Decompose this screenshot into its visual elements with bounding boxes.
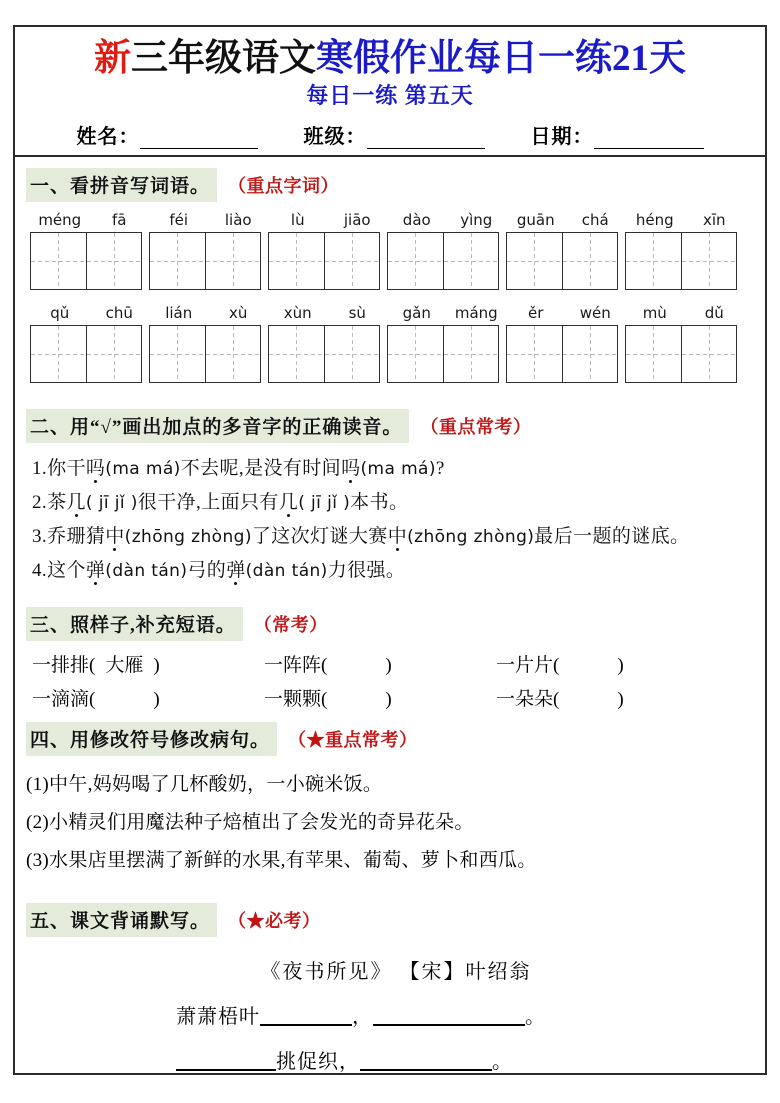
phrase-grid xyxy=(32,650,756,711)
section-three-note: （常考） xyxy=(253,615,328,635)
tianzige-cell[interactable] xyxy=(681,326,736,382)
tianzige-pair[interactable] xyxy=(506,232,618,290)
tianzige-cell[interactable] xyxy=(269,233,324,289)
pinyin-label: guān xyxy=(516,211,555,229)
pinyin-label: máng xyxy=(454,304,498,322)
sentence-item[interactable]: (2)小精灵们用魔法种子焙植出了会发光的奇异花朵。 xyxy=(26,812,474,833)
tianzige-cell[interactable] xyxy=(388,233,443,289)
tianzige-pair[interactable] xyxy=(30,232,142,290)
phrase-item[interactable] xyxy=(264,684,496,711)
name-label: 姓名： xyxy=(76,126,140,148)
tianzige-cell[interactable] xyxy=(507,233,562,289)
class-label: 班级： xyxy=(303,126,367,148)
tianzige-cell[interactable] xyxy=(150,326,205,382)
section-five xyxy=(26,903,756,1074)
pinyin-options[interactable]: ( jī jǐ ) xyxy=(85,493,138,513)
item-text-a: 你干 xyxy=(47,458,86,479)
tianzige-cell[interactable] xyxy=(205,233,260,289)
pinyin-label: jiāo xyxy=(343,211,371,229)
section-one xyxy=(26,168,756,383)
item-text-a: 乔珊猜 xyxy=(47,526,106,547)
item-number: 4. xyxy=(32,560,48,581)
poem-comma: ， xyxy=(352,1006,373,1028)
tianzige-cell[interactable] xyxy=(269,326,324,382)
phrase-close: ) xyxy=(385,655,392,676)
pinyin-label: gǎn xyxy=(402,304,431,322)
section-two-heading xyxy=(26,409,756,443)
phrase-close: ) xyxy=(617,689,624,710)
page-title xyxy=(14,36,766,82)
phrase-close: ) xyxy=(617,655,624,676)
pinyin-label: wén xyxy=(579,304,611,322)
section-four-title: 四、用修改符号修改病句。 xyxy=(26,722,277,756)
pinyin-label: xīn xyxy=(702,211,726,229)
pinyin-pair xyxy=(506,304,625,383)
pinyin-options[interactable]: (ma má) xyxy=(360,459,436,479)
dotted-char: 中 xyxy=(105,526,125,547)
pinyin-pair xyxy=(387,211,506,290)
pinyin-pair xyxy=(149,304,268,383)
item-number: 3. xyxy=(32,526,48,547)
tianzige-pair[interactable] xyxy=(625,232,737,290)
pinyin-options[interactable]: (ma má) xyxy=(105,459,181,479)
pinyin-label: xù xyxy=(229,304,248,322)
class-field-group xyxy=(304,120,531,149)
date-input-blank[interactable] xyxy=(594,129,704,149)
title-blue-part: 寒假作业每日一练21天 xyxy=(316,38,686,79)
section-one-note: （重点字词） xyxy=(228,176,340,196)
tianzige-cell[interactable] xyxy=(150,233,205,289)
tianzige-cell[interactable] xyxy=(562,233,617,289)
section-one-heading xyxy=(26,168,756,202)
poem-block xyxy=(26,955,756,1074)
duoyinzi-item[interactable] xyxy=(32,486,756,520)
section-three xyxy=(26,607,756,711)
tianzige-pair[interactable] xyxy=(149,232,261,290)
pinyin-label: xùn xyxy=(283,304,312,322)
tianzige-cell[interactable] xyxy=(443,233,498,289)
tianzige-cell[interactable] xyxy=(626,326,681,382)
poem-title: 《夜书所见》 【宋】叶绍翁 xyxy=(260,961,532,983)
tianzige-cell[interactable] xyxy=(388,326,443,382)
phrase-close: ) xyxy=(385,689,392,710)
pinyin-options[interactable]: (dàn tán) xyxy=(245,561,328,581)
tianzige-cell[interactable] xyxy=(31,326,86,382)
section-three-title: 三、照样子,补充短语。 xyxy=(26,607,243,641)
tianzige-pair[interactable] xyxy=(506,325,618,383)
dotted-char: 吗 xyxy=(85,458,106,479)
pinyin-label: lián xyxy=(165,304,193,322)
dotted-char: 中 xyxy=(387,526,408,547)
pinyin-pair xyxy=(268,304,387,383)
title-red-part: 新 xyxy=(94,38,131,79)
tianzige-cell[interactable] xyxy=(324,233,379,289)
pinyin-pair xyxy=(625,211,744,290)
pinyin-options[interactable]: (zhōng zhòng) xyxy=(124,527,252,547)
item-number: 2. xyxy=(32,492,48,513)
item-text-b: 不去呢,是没有时间 xyxy=(180,458,342,479)
item-text-c: ? xyxy=(435,458,445,479)
phrase-item[interactable] xyxy=(32,650,264,677)
student-info-row xyxy=(14,120,766,149)
phrase-answer[interactable]: 大雁 xyxy=(105,655,144,676)
sentence-list xyxy=(26,766,756,880)
item-text-b: 很干净,上面只有 xyxy=(137,492,279,513)
dotted-char: 弹 xyxy=(226,560,246,581)
title-black-part: 三年级语文 xyxy=(131,38,316,79)
duoyinzi-item[interactable] xyxy=(32,554,756,588)
name-field-group xyxy=(77,120,304,149)
dotted-char: 几 xyxy=(278,492,299,513)
poem-blank-3[interactable] xyxy=(176,1049,276,1071)
pinyin-pair xyxy=(625,304,744,383)
tianzige-cell[interactable] xyxy=(562,326,617,382)
phrase-lead: 一阵阵( xyxy=(264,655,328,676)
phrase-item[interactable] xyxy=(496,650,728,677)
pinyin-label: lù xyxy=(290,211,305,229)
pinyin-pair xyxy=(387,304,506,383)
item-text-b: 了这次灯谜大赛 xyxy=(251,526,388,547)
name-input-blank[interactable] xyxy=(140,129,258,149)
tianzige-pair[interactable] xyxy=(387,232,499,290)
pinyin-label: ěr xyxy=(528,304,544,322)
pinyin-label: héng xyxy=(635,211,674,229)
pinyin-label: yìng xyxy=(460,211,493,229)
dotted-char: 几 xyxy=(66,492,86,513)
phrase-lead: 一片片( xyxy=(496,655,560,676)
pinyin-label: méng xyxy=(38,211,82,229)
pinyin-options[interactable]: (dàn tán) xyxy=(105,561,188,581)
pinyin-options[interactable]: (zhōng zhòng) xyxy=(407,527,535,547)
pinyin-pair xyxy=(268,211,387,290)
sentence-item[interactable]: (1)中午,妈妈喝了几杯酸奶，一小碗米饭。 xyxy=(26,774,383,795)
item-text-a: 茶 xyxy=(47,492,67,513)
phrase-close: ) xyxy=(153,689,160,710)
pinyin-pair xyxy=(149,211,268,290)
date-label: 日期： xyxy=(530,126,594,148)
section-two xyxy=(26,409,756,588)
phrase-item[interactable] xyxy=(32,684,264,711)
section-two-title: 二、用“√”画出加点的多音字的正确读音。 xyxy=(26,409,409,443)
tianzige-cell[interactable] xyxy=(626,233,681,289)
poem-line-two-text: 挑促织， xyxy=(276,1051,360,1073)
pinyin-label: dào xyxy=(402,211,431,229)
poem-line-one xyxy=(26,1000,756,1029)
item-text-b: 弓的 xyxy=(187,560,227,581)
duoyinzi-item[interactable] xyxy=(32,520,756,554)
phrase-item[interactable] xyxy=(496,684,728,711)
tianzige-pair[interactable] xyxy=(268,325,380,383)
dotted-char: 吗 xyxy=(341,458,361,479)
pinyin-label: qǔ xyxy=(50,304,70,322)
section-four-note: （★重点常考） xyxy=(288,730,418,750)
poem-blank-2[interactable] xyxy=(373,1004,525,1026)
poem-blank-1[interactable] xyxy=(260,1004,352,1026)
section-five-heading xyxy=(26,903,756,937)
pinyin-label: mù xyxy=(642,304,667,322)
dotted-char: 弹 xyxy=(85,560,106,581)
pinyin-pair xyxy=(506,211,625,290)
tianzige-cell[interactable] xyxy=(324,326,379,382)
poem-period: 。 xyxy=(525,1006,546,1028)
pinyin-grid-row-1 xyxy=(26,211,756,290)
pinyin-options[interactable]: ( jī jǐ ) xyxy=(298,493,351,513)
tianzige-pair[interactable] xyxy=(625,325,737,383)
item-number: 1. xyxy=(32,458,48,479)
section-three-heading xyxy=(26,607,756,641)
tianzige-cell[interactable] xyxy=(507,326,562,382)
phrase-lead: 一颗颗( xyxy=(264,689,328,710)
pinyin-label: liào xyxy=(224,211,252,229)
duoyinzi-item[interactable] xyxy=(32,452,756,486)
tianzige-cell[interactable] xyxy=(443,326,498,382)
pinyin-pair xyxy=(30,304,149,383)
section-two-note: （重点常考） xyxy=(420,417,532,437)
tianzige-cell[interactable] xyxy=(205,326,260,382)
section-five-title: 五、课文背诵默写。 xyxy=(26,903,217,937)
item-text-c: 最后一题的谜底。 xyxy=(534,526,690,547)
tianzige-cell[interactable] xyxy=(31,233,86,289)
pinyin-label: chá xyxy=(581,211,609,229)
tianzige-pair[interactable] xyxy=(30,325,142,383)
phrase-lead: 一滴滴( xyxy=(32,689,96,710)
worksheet-header xyxy=(14,26,766,157)
section-four-heading xyxy=(26,722,756,756)
item-text-c: 力很强。 xyxy=(327,560,406,581)
tianzige-cell[interactable] xyxy=(86,326,141,382)
section-four xyxy=(26,722,756,880)
pinyin-label: dǔ xyxy=(704,304,724,322)
tianzige-pair[interactable] xyxy=(387,325,499,383)
pinyin-label: chū xyxy=(105,304,133,322)
date-field-group xyxy=(531,120,704,149)
phrase-lead: 一排排( xyxy=(32,655,96,676)
poem-line-one-text: 萧萧梧叶 xyxy=(176,1006,260,1028)
phrase-item[interactable] xyxy=(264,650,496,677)
section-one-title: 一、看拼音写词语。 xyxy=(26,168,217,202)
tianzige-pair[interactable] xyxy=(268,232,380,290)
phrase-lead: 一朵朵( xyxy=(496,689,560,710)
sentence-item[interactable]: (3)水果店里摆满了新鲜的水果,有苹果、葡萄、萝卜和西瓜。 xyxy=(26,850,537,871)
item-text-a: 这个 xyxy=(47,560,86,581)
page-subtitle: 每日一练 第五天 xyxy=(306,83,474,108)
pinyin-grid-row-2 xyxy=(26,304,756,383)
poem-blank-4[interactable] xyxy=(360,1049,492,1071)
class-input-blank[interactable] xyxy=(367,129,485,149)
pinyin-pair xyxy=(30,211,149,290)
pinyin-label: féi xyxy=(169,211,189,229)
tianzige-cell[interactable] xyxy=(681,233,736,289)
poem-period: 。 xyxy=(492,1051,513,1073)
tianzige-cell[interactable] xyxy=(86,233,141,289)
pinyin-label: sù xyxy=(348,304,366,322)
section-five-note: （★必考） xyxy=(228,911,321,931)
poem-line-two xyxy=(26,1045,756,1074)
item-text-c: 本书。 xyxy=(350,492,409,513)
pinyin-label: fā xyxy=(112,211,127,229)
section-two-items xyxy=(32,452,756,588)
tianzige-pair[interactable] xyxy=(149,325,261,383)
phrase-close: ) xyxy=(153,655,160,676)
